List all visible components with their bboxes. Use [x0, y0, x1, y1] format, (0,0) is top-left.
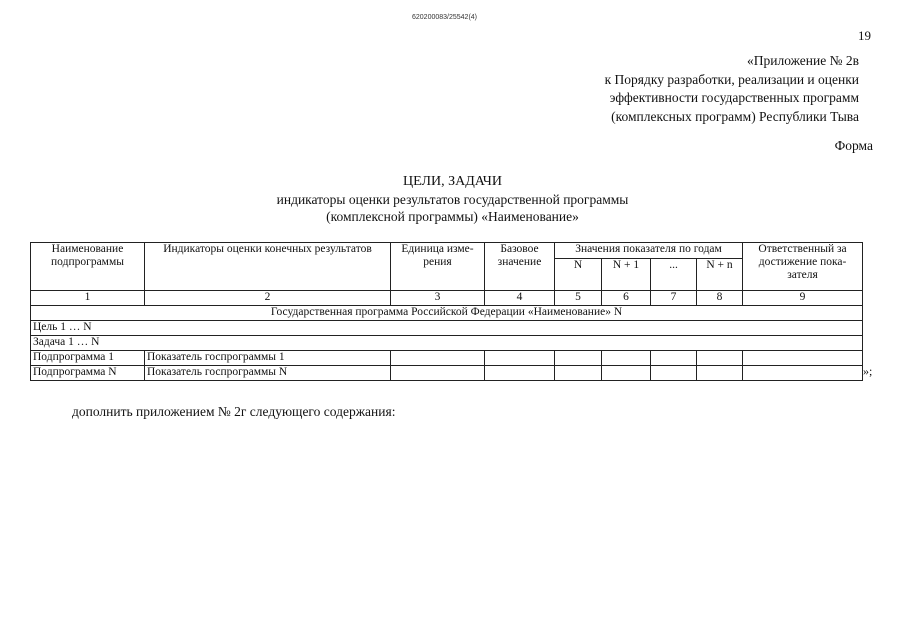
header-year-n: N	[555, 259, 602, 291]
task-row: Задача 1 … N	[31, 336, 863, 351]
column-number: 6	[602, 291, 651, 306]
header-unit: Единица изме-рения	[391, 243, 485, 291]
appendix-header	[605, 52, 859, 126]
header-indicators: Индикаторы оценки конечных результатов	[145, 243, 391, 291]
header-year-n-plus-1: N + 1	[602, 259, 651, 291]
appendix-line-3: эффективности государственных программ	[609, 90, 859, 105]
page-number: 19	[858, 28, 871, 43]
empty-cell	[651, 351, 697, 366]
subtitle-line-1: индикаторы оценки результатов государственной программы	[276, 192, 629, 207]
column-number: 1	[31, 291, 145, 306]
column-number: 7	[651, 291, 697, 306]
row-subprogram: Подпрограмма N	[31, 366, 145, 381]
document-subtitle	[0, 191, 905, 225]
body-text: дополнить приложением № 2г следующего содержания:	[72, 404, 396, 419]
empty-cell	[391, 351, 485, 366]
column-number: 9	[743, 291, 863, 306]
appendix-line-2: к Порядку разработки, реализации и оценки	[604, 71, 859, 87]
row-subprogram: Подпрограмма 1	[31, 351, 145, 366]
form-label: Форма	[834, 138, 873, 153]
empty-cell	[485, 366, 555, 381]
row-indicator: Показатель госпрограммы N	[145, 366, 391, 381]
program-row: Государственная программа Российской Федерации «Наименование» N	[31, 306, 863, 321]
empty-cell	[743, 351, 863, 366]
row-indicator: Показатель госпрограммы 1	[145, 351, 391, 366]
column-number: 8	[697, 291, 743, 306]
table-row	[31, 351, 863, 366]
empty-cell	[743, 366, 863, 381]
column-number: 2	[145, 291, 391, 306]
appendix-line-1: «Приложение № 2в	[747, 53, 859, 68]
goal-row: Цель 1 … N	[31, 321, 863, 336]
empty-cell	[697, 351, 743, 366]
empty-cell	[602, 351, 651, 366]
column-number: 5	[555, 291, 602, 306]
empty-cell	[391, 366, 485, 381]
table-closing-mark: »;	[863, 364, 873, 378]
column-number: 4	[485, 291, 555, 306]
header-year-n-plus-n: N + n	[697, 259, 743, 291]
header-base-value: Базовое значение	[485, 243, 555, 291]
header-year-dots: ...	[651, 259, 697, 291]
indicators-table	[30, 242, 863, 381]
document-id: 620200083/25542(4)	[412, 14, 478, 21]
empty-cell	[555, 366, 602, 381]
empty-cell	[651, 366, 697, 381]
empty-cell	[555, 351, 602, 366]
header-responsible: Ответственный за достижение пока-зателя	[743, 243, 863, 291]
empty-cell	[697, 366, 743, 381]
subtitle-line-2: (комплексной программы) «Наименование»	[326, 209, 579, 224]
header-subprogram: Наименование подпрограммы	[31, 243, 145, 291]
empty-cell	[602, 366, 651, 381]
empty-cell	[485, 351, 555, 366]
column-number: 3	[391, 291, 485, 306]
appendix-line-4: (комплексных программ) Республики Тыва	[611, 108, 859, 124]
table-row	[31, 366, 863, 381]
header-values-by-year: Значения показателя по годам	[555, 243, 743, 259]
document-title: ЦЕЛИ, ЗАДАЧИ	[403, 174, 502, 189]
